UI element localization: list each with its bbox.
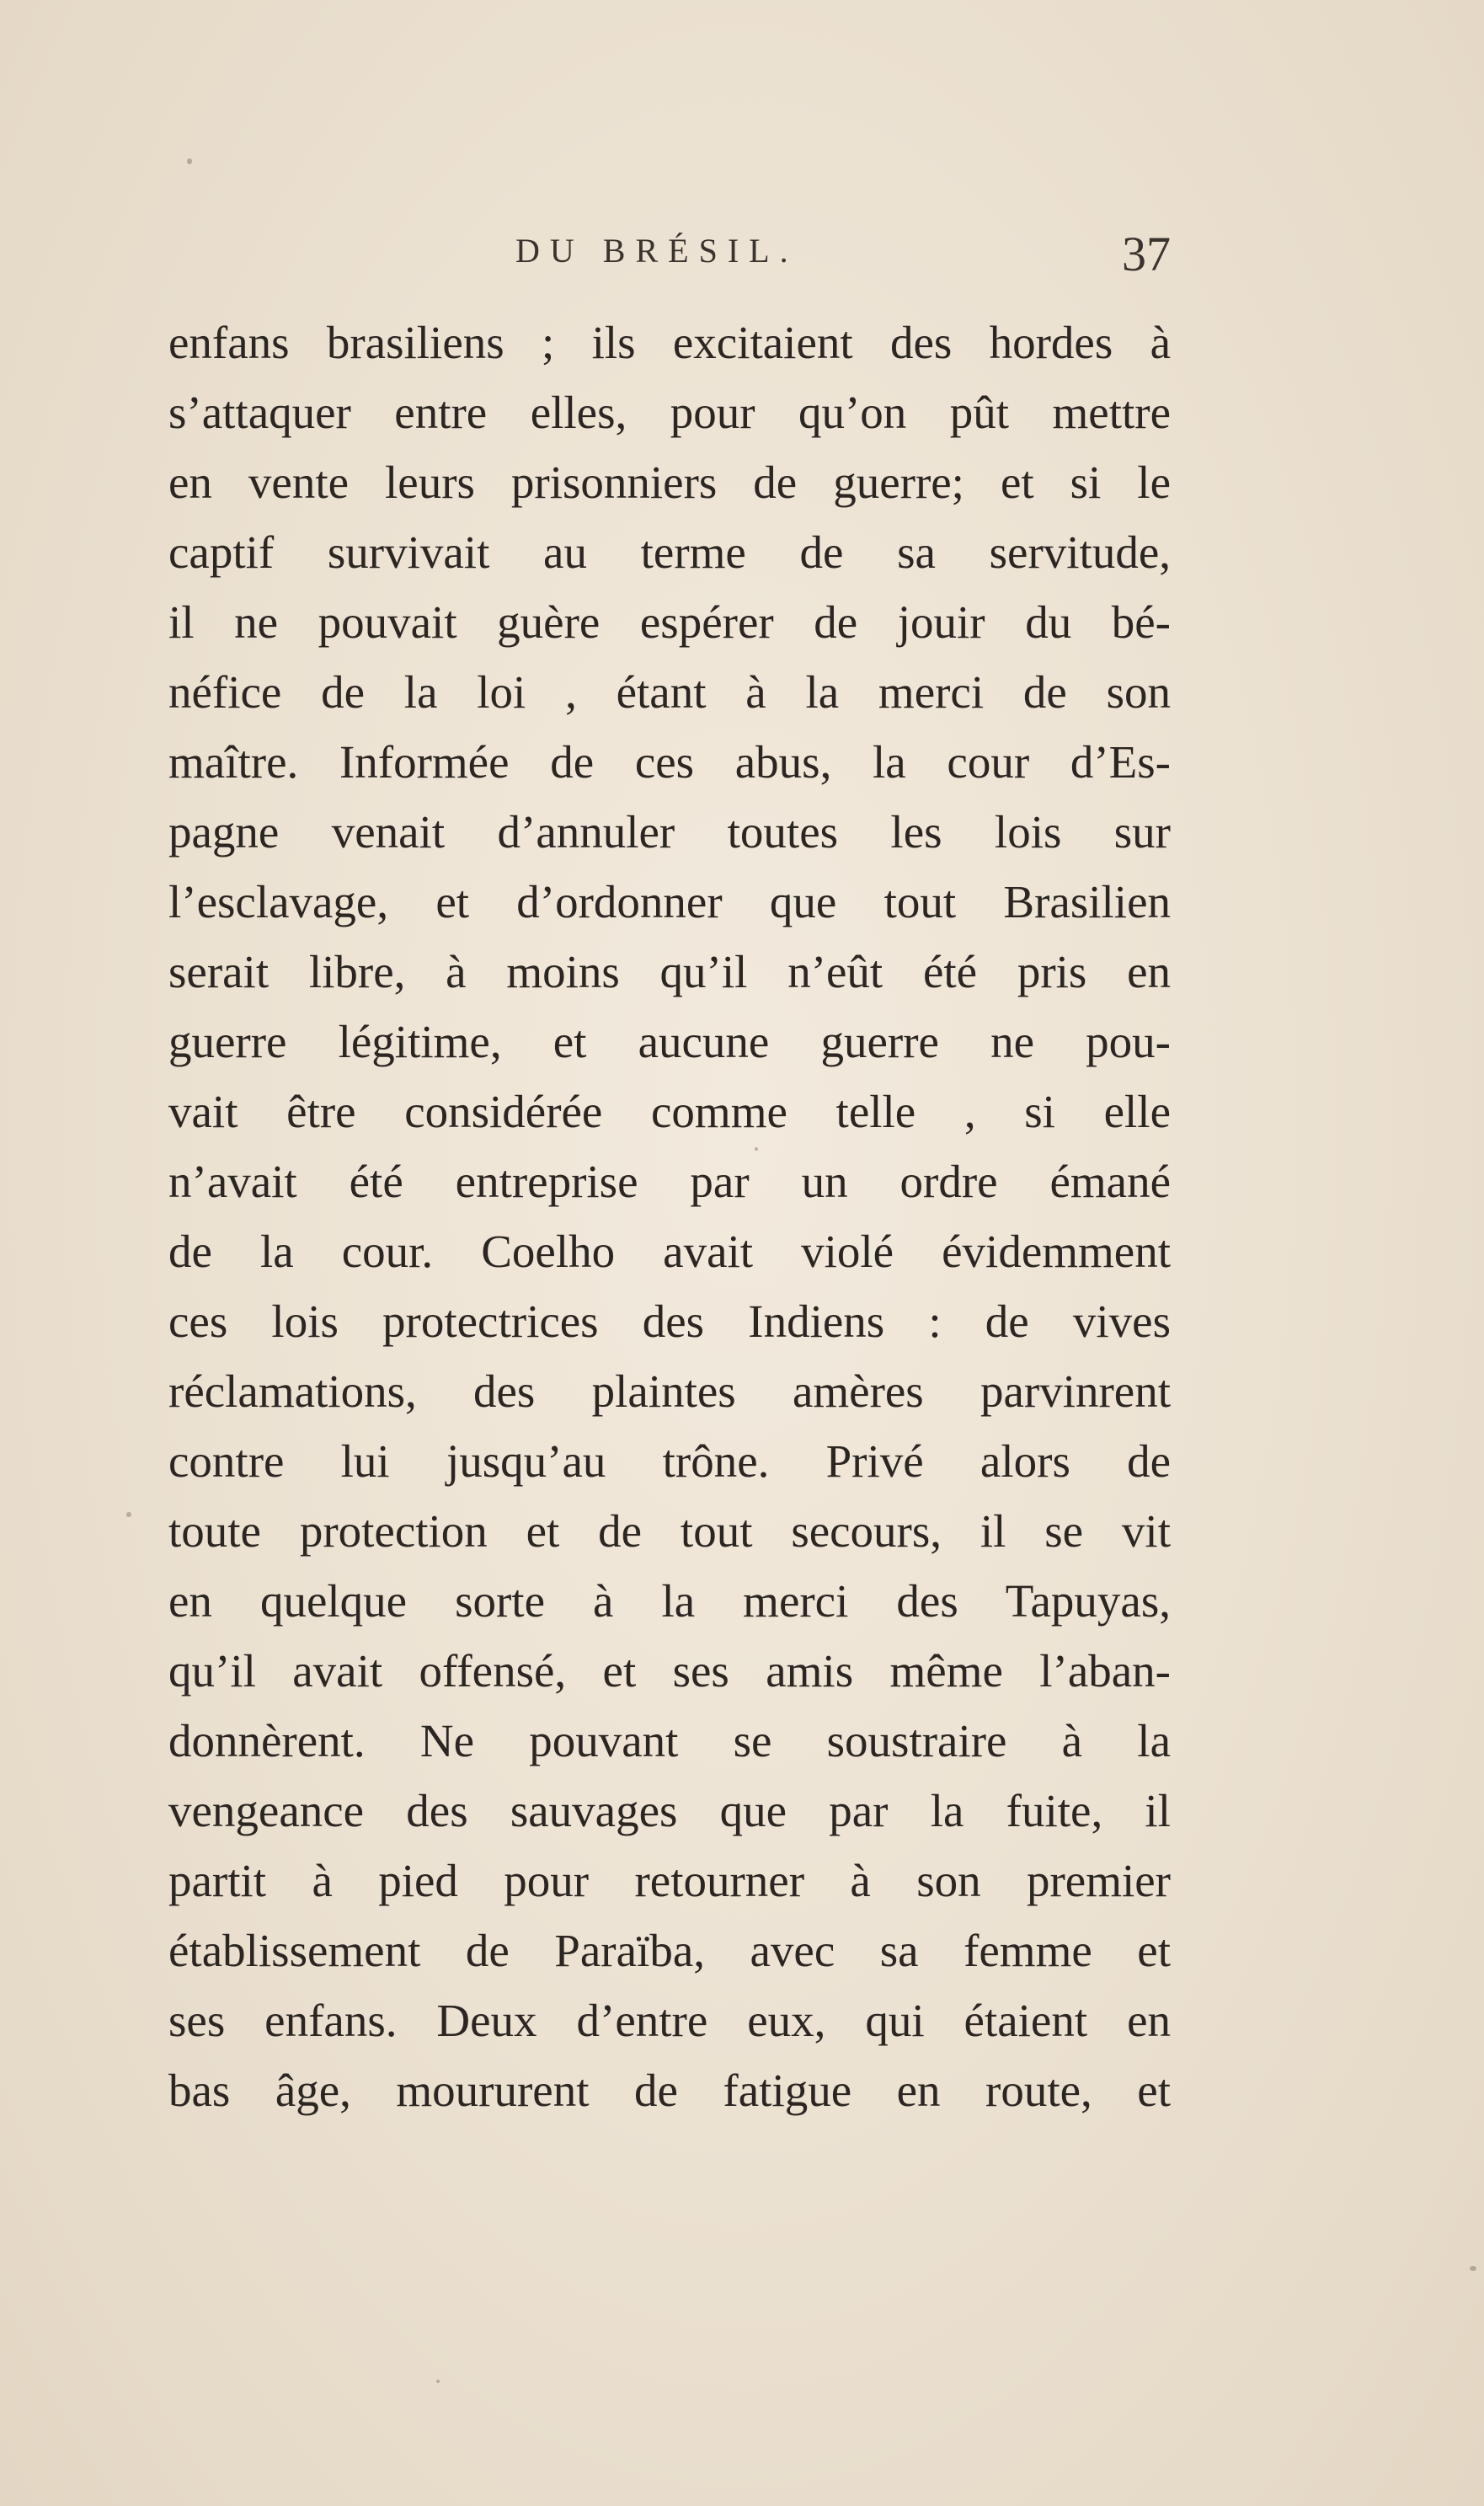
paper-speck	[436, 2380, 440, 2383]
text-line: néfice de la loi , étant à la merci de son	[168, 666, 1171, 718]
text-line: pagne venait d’annuler toutes les lois sur	[168, 806, 1171, 858]
text-line: partit à pied pour retourner à son premier	[168, 1855, 1171, 1906]
text-line: l’esclavage, et d’ordonner que tout Brasilien	[168, 876, 1171, 927]
text-line: réclamations, des plaintes amères parvinrent	[168, 1365, 1171, 1417]
text-line: bas âge, moururent de fatigue en route, et	[168, 2065, 1171, 2116]
text-line: s’attaquer entre elles, pour qu’on pût mettre	[168, 387, 1171, 438]
text-line: de la cour. Coelho avait violé évidemment	[168, 1226, 1171, 1277]
paper-speck	[1470, 2266, 1476, 2271]
text-line: maître. Informée de ces abus, la cour d’Es-	[168, 736, 1171, 788]
text-line: ces lois protectrices des Indiens : de vives	[168, 1296, 1171, 1347]
text-line: contre lui jusqu’au trône. Privé alors de	[168, 1435, 1171, 1487]
running-head: DU BRÉSIL.	[515, 232, 798, 270]
text-line: guerre légitime, et aucune guerre ne pou-	[168, 1016, 1171, 1067]
text-line: serait libre, à moins qu’il n’eût été pris en	[168, 946, 1171, 997]
text-line: ses enfans. Deux d’entre eux, qui étaient en	[168, 1995, 1171, 2046]
text-line: enfans brasiliens ; ils excitaient des hordes à	[168, 317, 1171, 368]
page-number: 37	[1122, 227, 1171, 281]
paper-speck	[126, 1512, 131, 1517]
text-line: qu’il avait offensé, et ses amis même l’aban-	[168, 1645, 1171, 1696]
page-header	[168, 226, 1171, 293]
text-line: en vente leurs prisonniers de guerre; et si le	[168, 457, 1171, 508]
text-line: n’avait été entreprise par un ordre émané	[168, 1156, 1171, 1207]
text-line: toute protection et de tout secours, il se vit	[168, 1505, 1171, 1557]
text-line: en quelque sorte à la merci des Tapuyas,	[168, 1575, 1171, 1627]
text-line: établissement de Paraïba, avec sa femme et	[168, 1925, 1171, 1976]
body-text	[168, 307, 1171, 2125]
text-line: il ne pouvait guère espérer de jouir du bé-	[168, 596, 1171, 648]
paper-speck	[187, 158, 192, 164]
text-line: donnèrent. Ne pouvant se soustraire à la	[168, 1715, 1171, 1766]
text-line: vengeance des sauvages que par la fuite, il	[168, 1785, 1171, 1836]
text-line: vait être considérée comme telle , si elle	[168, 1086, 1171, 1137]
text-line: captif survivait au terme de sa servitude,	[168, 526, 1171, 578]
